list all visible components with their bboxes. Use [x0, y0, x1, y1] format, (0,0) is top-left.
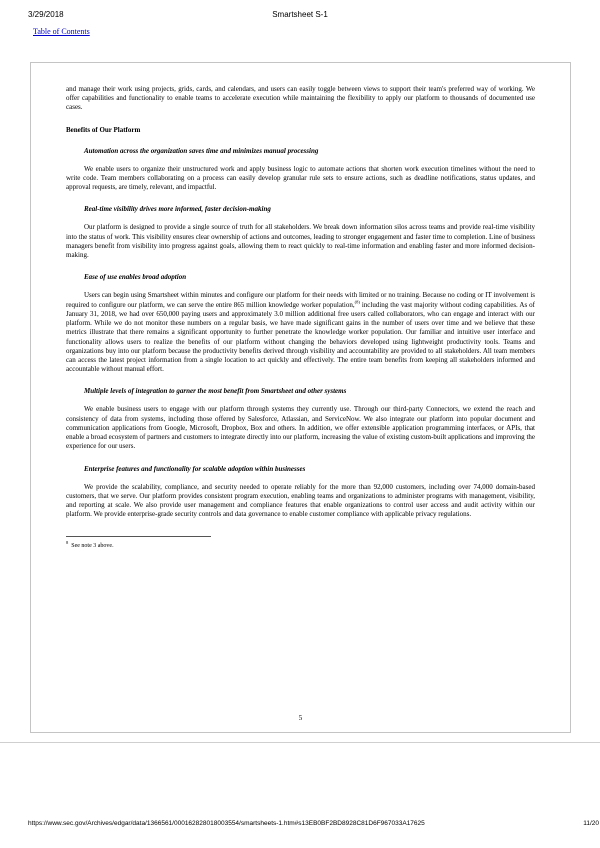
subsection-heading-automation: Automation across the organization saves time and minimizes manual processing — [84, 146, 319, 155]
print-footer — [0, 820, 600, 832]
subsection-heading-enterprise: Enterprise features and functionality for scalable adoption within businesses — [84, 464, 306, 473]
paragraph-enterprise: We provide the scalability, compliance, and security needed to operate reliably for the more than 92,000 customers, including over 74,000 domain-based customers, that we serve. Our platform provides consistent program execution, enabling teams and organizations to administer programs with management, visibility, and reporting at scale. We also provide user management and compliance features that enable organizations to control user access and audit activity within our platform. We provide enterprise-grade security controls and data governance to enable customer compliance with applicable privacy regulations. — [66, 482, 535, 519]
paragraph-integration: We enable business users to engage with our platform through systems they currently use. Through our third-party Connectors, we extend the reach and consistency of data from systems, including those offered by Salesforce, Atlassian, and ServiceNow. We also integrate our platform into popular document and communication applications from Google, Microsoft, Dropbox, Box and others. In addition, we offer extensible application programming interfaces, or APIs, that enable a broad ecosystem of partners and customers to integrate directly into our platform, increasing the value of existing custom-built applications and improving the experience for our users. — [66, 405, 535, 451]
paragraph-text: including the vast majority without coding capabilities. As of January 31, 2018, we had over 650,000 paying users and approximately 3.0 million additional free users called collaborators, who can engage and interact with our platform. While we do not monitor these numbers on a regular basis, we have made significant gains in the number of users over time and we believe that these metrics illustrate that there remains a significant opportunity to further penetrate the knowledge worker population. Our familiar and intuitive user interface and functionality allows users to realize the benefits of our platform without changing the behaviors developed using lightweight productivity tools. Teams and organizations buy into our platform because the productivity benefits derived through visibility and accountability are provided to all stakeholders. All team members can access the latest project information from a single location to act quickly and effectively. The entire team benefits from keeping all stakeholders informed and accountable without manual effort. — [66, 300, 536, 374]
document-title: Smartsheet S-1 — [272, 10, 328, 19]
page-number: 5 — [298, 714, 303, 722]
continuation-paragraph: and manage their work using projects, grids, cards, and calendars, and users can easily toggle between views to support their team's preferred way of working. We offer capabilities and functionality to enable teams to accelerate execution while maintaining the flexibility to apply our platform to thousands of documented use cases. — [66, 85, 535, 112]
paragraph-ease-of-use — [66, 291, 535, 374]
print-date: 3/29/2018 — [28, 10, 64, 19]
footer-page-indicator: 11/20 — [583, 820, 599, 827]
table-of-contents-link[interactable]: Table of Contents — [33, 27, 90, 36]
footer-url: https://www.sec.gov/Archives/edgar/data/1366561/000162828018003554/smartsheets-1.htm#s13EB0BF2BD8928C81D6F967033A17625 — [28, 820, 425, 827]
paragraph-text: Users can begin using Smartsheet within minutes and configure our platform for their needs with limited or no training. Because no coding or IT involvement is required to configure our platform, we can serve the entire 865 million knowledge worker population, — [66, 291, 535, 309]
footnote — [66, 540, 535, 549]
print-header — [28, 10, 572, 22]
footer-divider — [0, 742, 600, 743]
subsection-heading-ease-of-use: Ease of use enables broad adoption — [84, 273, 187, 282]
footnote-divider — [66, 536, 211, 537]
paragraph-visibility: Our platform is designed to provide a single source of truth for all stakeholders. We break down information silos across teams and provide real-time visibility into the status of work. This visibility ensures clear ownership of actions and outcomes, leading to stronger engagement and faster time to completion. Line of business managers benefit from visibility into progress against goals, allowing them to react quickly to real-time information and enabling faster and more informed decision-making. — [66, 223, 535, 260]
section-heading-benefits: Benefits of Our Platform — [66, 125, 141, 134]
subsection-heading-visibility: Real-time visibility drives more informed, faster decision-making — [84, 205, 271, 214]
footnote-marker: 8 — [66, 539, 69, 545]
subsection-heading-integration: Multiple levels of integration to garner the most benefit from Smartsheet and other systems — [84, 387, 347, 396]
paragraph-automation: We enable users to organize their unstructured work and apply business logic to automate actions that shorten work execution timelines without the need to write code. Team members collaborating on a process can easily develop granular rule sets to ensure actions, such as deadline notifications, status updates, and approval requests, are timely, relevant, and impactful. — [66, 164, 535, 192]
footnote-reference: (8) — [354, 299, 360, 305]
footnote-text: See note 3 above. — [71, 542, 114, 549]
document-page — [30, 62, 571, 733]
